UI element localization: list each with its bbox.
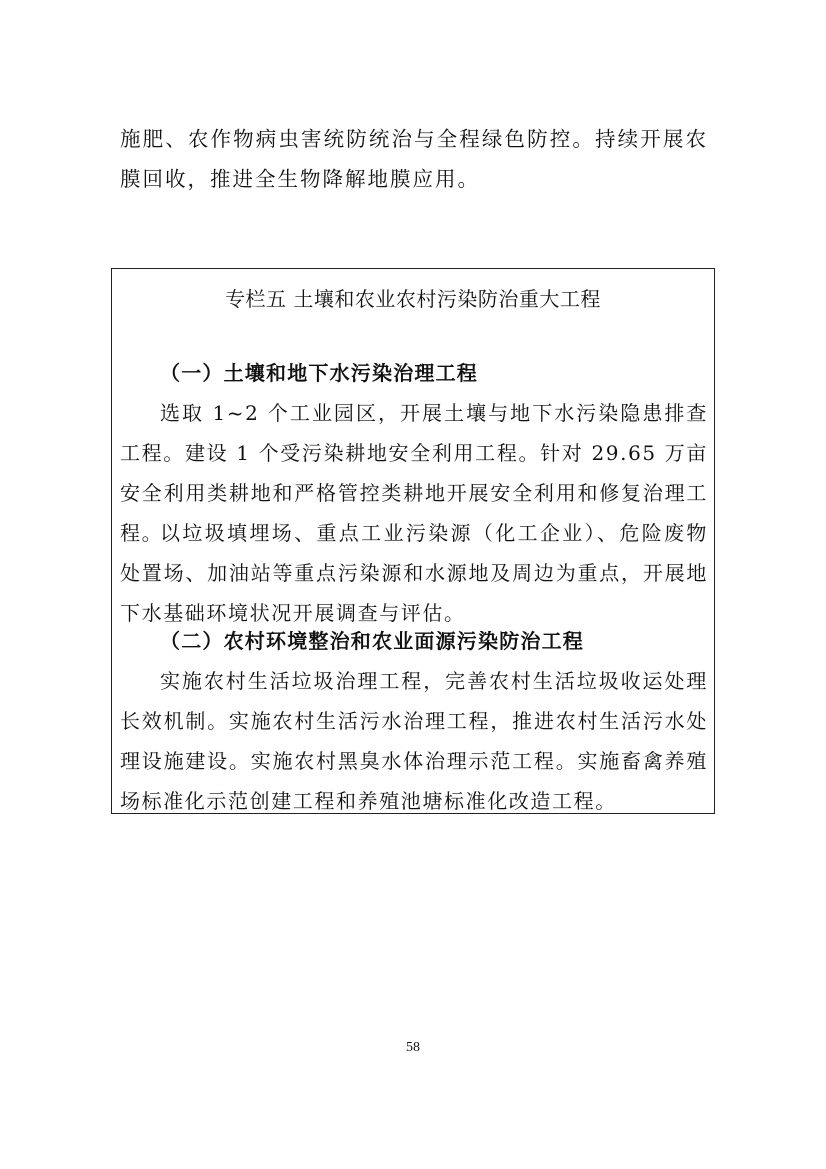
- column-box: [111, 268, 715, 814]
- section-heading-rural-environment: （二）农村环境整治和农业面源污染防治工程: [160, 629, 584, 653]
- section-heading-soil-groundwater: （一）土壤和地下水污染治理工程: [160, 361, 478, 385]
- page-number: 58: [406, 1040, 420, 1055]
- section-paragraph: 以垃圾填埋场、重点工业污染源（化工企业）、危险废物处置场、加油站等重点污染源和水源地及周边为重点，开展地下水基础环境状况开展调查与评估。: [120, 521, 708, 625]
- column-box-title: 专栏五 土壤和农业农村污染防治重大工程: [225, 287, 601, 311]
- section-paragraph: 选取 1~2 个工业园区，开展土壤与地下水污染隐患排查工程。建设 1 个受污染耕地安全利用工程。针对 29.65 万亩安全利用类耕地和严格管控类耕地开展安全利用和修复治理工程。: [120, 401, 708, 545]
- section-paragraph: 实施农村生活垃圾治理工程，完善农村生活垃圾收运处理长效机制。实施农村生活污水治理工程，推进农村生活污水处理设施建设。实施农村黑臭水体治理示范工程。实施畜禽养殖场标准化示范创建工程和养殖池塘标准化改造工程。: [120, 669, 708, 813]
- intro-paragraph: 施肥、农作物病虫害统防统治与全程绿色防控。持续开展农膜回收，推进全生物降解地膜应用。: [120, 127, 708, 191]
